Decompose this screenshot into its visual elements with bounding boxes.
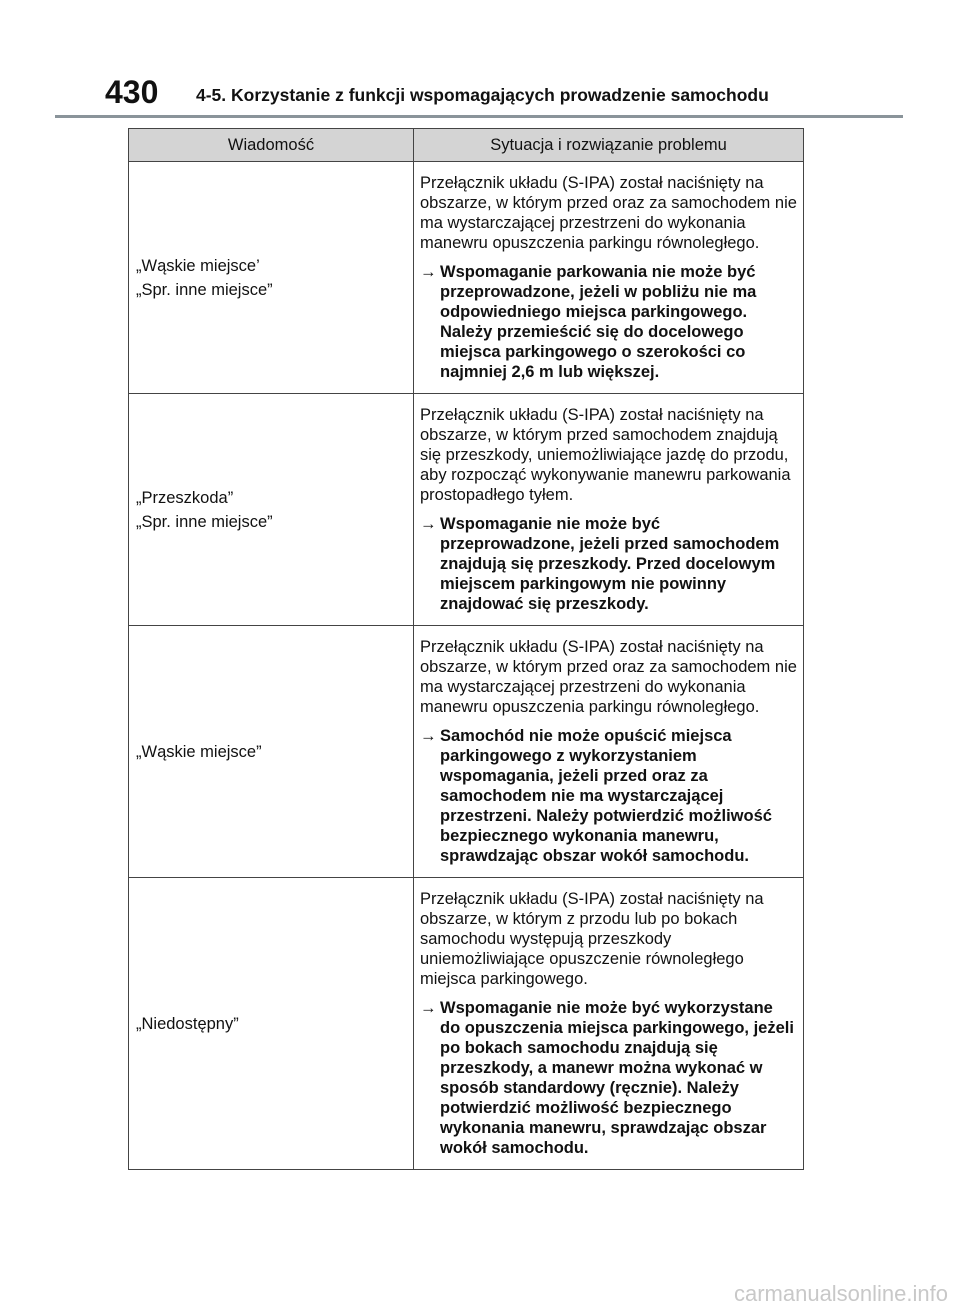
arrow-right-icon: → (420, 263, 437, 281)
remedy (420, 726, 797, 866)
messages-table (128, 128, 804, 1170)
table-header-row (129, 129, 804, 162)
message-text: „Spr. inne miejsce” (136, 280, 273, 299)
solution-cell (414, 162, 804, 394)
arrow-right-icon: → (420, 515, 437, 533)
solution-cell (414, 394, 804, 626)
message-text: „Przeszkoda” (136, 488, 234, 507)
message-text: „Spr. inne miejsce” (136, 512, 273, 531)
message-cell (129, 162, 414, 394)
section-title: 4-5. Korzystanie z funkcji wspomagających prowadzenie samochodu (196, 85, 769, 105)
situation-text: Przełącznik układu (S-IPA) został naciśnięty na obszarze, w którym z przodu lub po bokach samochodu występują przeszkody uniemożliwiające opuszczenie równoległego miejsca parkingowego. (420, 890, 764, 988)
solution-cell (414, 878, 804, 1170)
message-text: „Niedostępny” (136, 1014, 239, 1033)
column-header-solution: Sytuacja i rozwiązanie problemu (414, 129, 804, 162)
remedy-text: Wspomaganie parkowania nie może być przeprowadzone, jeżeli w pobliżu nie ma odpowiedniego miejsca parkingowego. Należy przemieścić się do docelowego miejsca parkingowego o szerokości co najmniej 2,6 m lub większej. (440, 263, 757, 381)
table-row (129, 394, 804, 626)
table-row (129, 162, 804, 394)
column-header-message: Wiadomość (129, 129, 414, 162)
remedy (420, 514, 797, 614)
message-cell (129, 878, 414, 1170)
solution-cell (414, 626, 804, 878)
remedy-text: Samochód nie może opuścić miejsca parkingowego z wykorzystaniem wspomagania, jeżeli przed oraz za samochodem nie ma wystarczającej przestrzeni. Należy potwierdzić możliwość bezpiecznego wykonania manewru, sprawdzając obszar wokół samochodu. (440, 727, 772, 865)
table-row (129, 626, 804, 878)
watermark: carmanualsonline.info (733, 1281, 948, 1306)
remedy-text: Wspomaganie nie może być wykorzystane do opuszczenia miejsca parkingowego, jeżeli po bokach samochodu znajdują się przeszkody, a manewr można wykonać w sposób standardowy (ręcznie). Należy potwierdzić możliwość bezpiecznego wykonania manewru, sprawdzając obszar wokół samochodu. (440, 999, 794, 1157)
header-divider (55, 115, 903, 118)
arrow-right-icon: → (420, 999, 437, 1017)
message-text: „Wąskie miejsce’ (136, 256, 260, 275)
page-number: 430 (105, 74, 159, 110)
page-header (105, 74, 900, 114)
situation-text: Przełącznik układu (S-IPA) został naciśnięty na obszarze, w którym przed samochodem znajdują się przeszkody, uniemożliwiające jazdę do przodu, aby rozpocząć wykonywanie manewru parkowania prostopadłego tyłem. (420, 406, 791, 504)
message-text: „Wąskie miejsce” (136, 742, 262, 761)
arrow-right-icon: → (420, 727, 437, 745)
remedy-text: Wspomaganie nie może być przeprowadzone, jeżeli przed samochodem znajdują się przeszkody. Przed docelowym miejscem parkingowym nie powinny znajdować się przeszkody. (440, 515, 780, 613)
remedy (420, 998, 797, 1158)
situation-text: Przełącznik układu (S-IPA) został naciśnięty na obszarze, w którym przed oraz za samochodem nie ma wystarczającej przestrzeni do wykonania manewru opuszczenia parkingu równoległego. (420, 174, 797, 252)
message-cell (129, 394, 414, 626)
remedy (420, 262, 797, 382)
message-cell (129, 626, 414, 878)
table-row (129, 878, 804, 1170)
situation-text: Przełącznik układu (S-IPA) został naciśnięty na obszarze, w którym przed oraz za samochodem nie ma wystarczającej przestrzeni do wykonania manewru opuszczenia parkingu równoległego. (420, 638, 797, 716)
